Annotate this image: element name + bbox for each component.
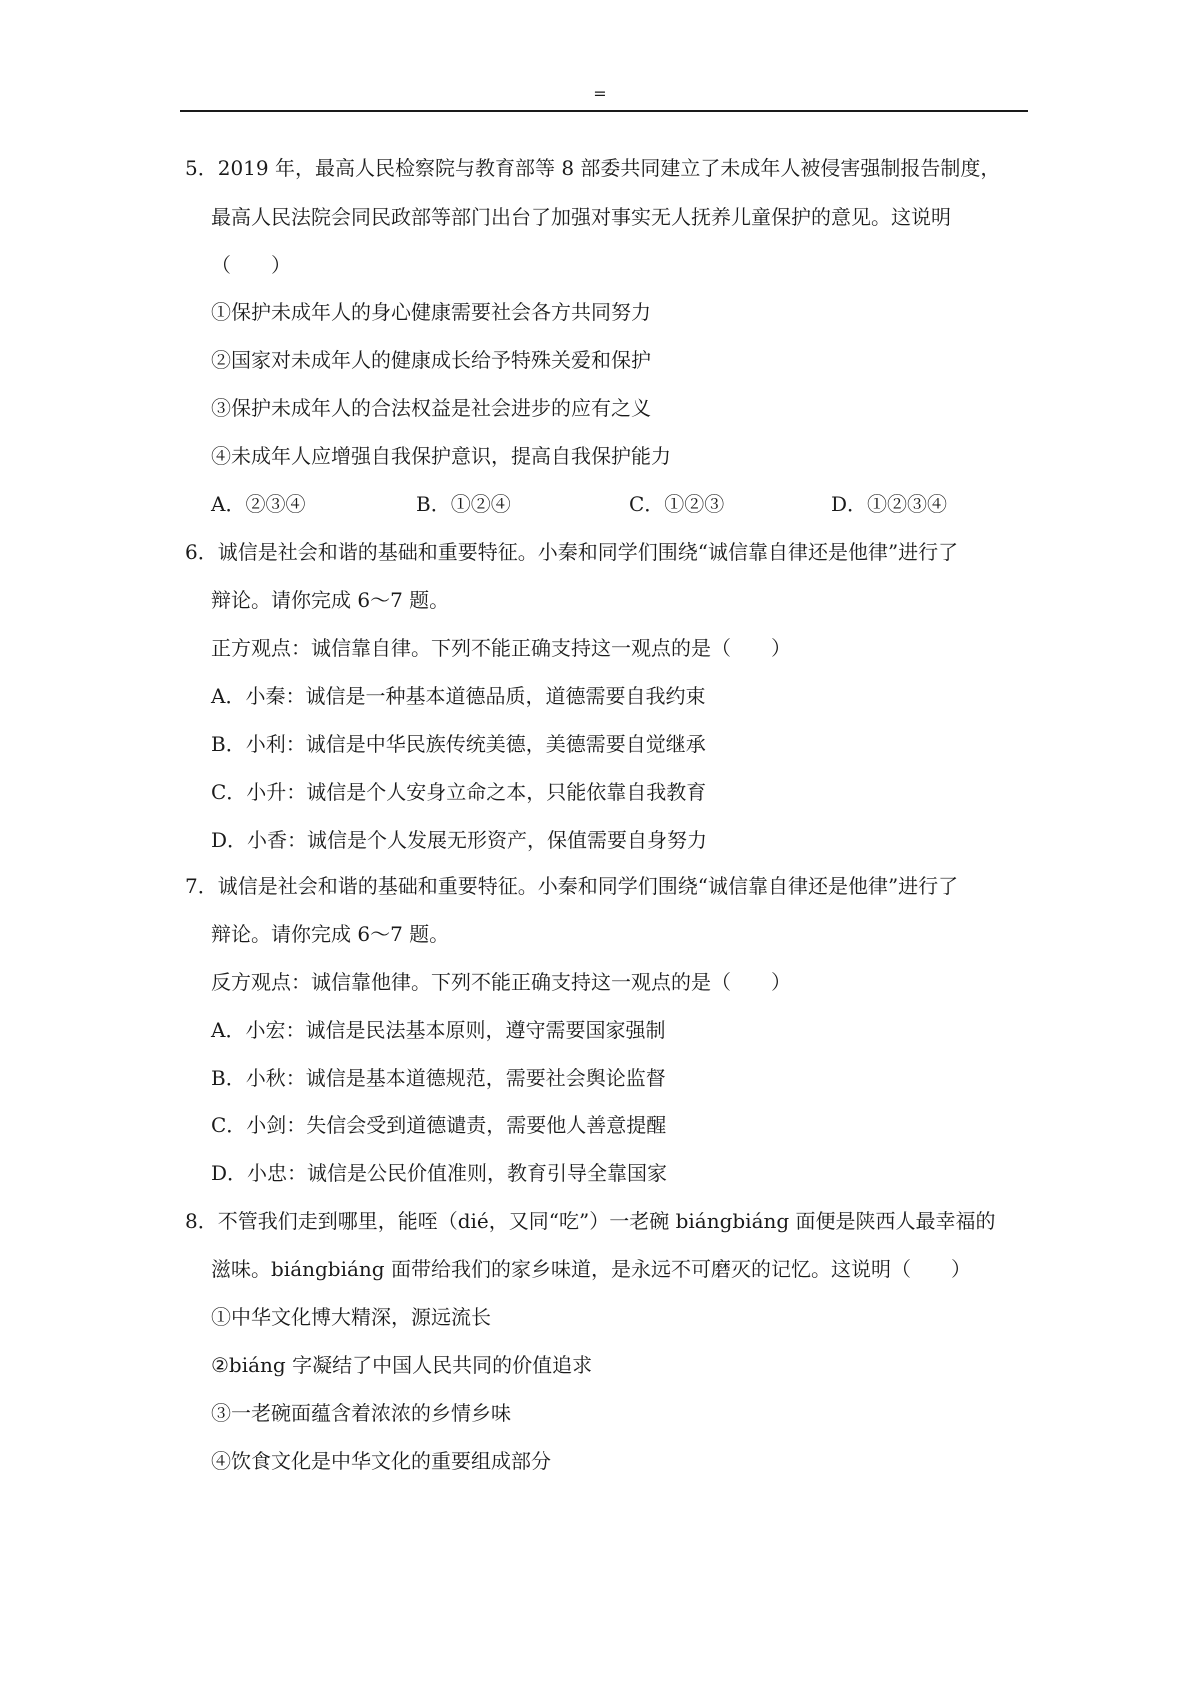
question-5-option-a[interactable]: A．②③④ xyxy=(211,492,306,516)
question-5-stem-1: 2019 年，最高人民检察院与教育部等 8 部委共同建立了未成年人被侵害强制报告制度， xyxy=(217,156,1001,180)
question-5-statement-3: ③保护未成年人的合法权益是社会进步的应有之义 xyxy=(211,396,651,420)
question-5-option-b[interactable]: B．①②④ xyxy=(416,492,511,516)
question-6-stem-2: 辩论。请你完成 6～7 题。 xyxy=(211,588,450,612)
question-6-line-1 xyxy=(185,538,958,566)
question-7-option-c[interactable]: C．小剑：失信会受到道德谴责，需要他人善意提醒 xyxy=(211,1113,667,1137)
question-8-statement-2: ②biáng 字凝结了中国人民共同的价值追求 xyxy=(211,1353,593,1377)
header-mark: = xyxy=(593,84,607,103)
question-7-stem-2: 辩论。请你完成 6～7 题。 xyxy=(211,922,450,946)
question-5-line-1 xyxy=(185,154,1000,182)
question-5-number: 5． xyxy=(185,156,218,180)
question-5-statement-1: ①保护未成年人的身心健康需要社会各方共同努力 xyxy=(211,300,651,324)
question-8-statement-3: ③一老碗面蕴含着浓浓的乡情乡味 xyxy=(211,1401,511,1425)
question-7-stem-1: 诚信是社会和谐的基础和重要特征。小秦和同学们围绕“诚信靠自律还是他律”进行了 xyxy=(217,874,959,898)
question-8-stem-2: 滋味。biángbiáng 面带给我们的家乡味道，是永远不可磨灭的记忆。这说明（ ） xyxy=(211,1257,971,1281)
question-6-stem-3: 正方观点：诚信靠自律。下列不能正确支持这一观点的是（ ） xyxy=(211,636,791,660)
question-8-statement-4: ④饮食文化是中华文化的重要组成部分 xyxy=(211,1449,551,1473)
question-6-option-c[interactable]: C．小升：诚信是个人安身立命之本，只能依靠自我教育 xyxy=(211,780,707,804)
question-7-line-1 xyxy=(185,872,958,900)
question-6-option-a[interactable]: A．小秦：诚信是一种基本道德品质，道德需要自我约束 xyxy=(211,684,706,708)
question-5-statement-2: ②国家对未成年人的健康成长给予特殊关爱和保护 xyxy=(211,348,651,372)
question-7-number: 7． xyxy=(185,874,218,898)
question-6-number: 6． xyxy=(185,540,218,564)
question-7-stem-3: 反方观点：诚信靠他律。下列不能正确支持这一观点的是（ ） xyxy=(211,970,791,994)
question-5-option-c[interactable]: C．①②③ xyxy=(629,492,725,516)
question-8-line-1 xyxy=(185,1207,996,1235)
question-8-stem-1: 不管我们走到哪里，能咥（dié，又同“吃”）一老碗 biángbiáng 面便是陕西人最幸福的 xyxy=(217,1209,996,1233)
question-7-option-b[interactable]: B．小秋：诚信是基本道德规范，需要社会舆论监督 xyxy=(211,1066,666,1090)
question-8-number: 8． xyxy=(185,1209,218,1233)
question-5-statement-4: ④未成年人应增强自我保护意识，提高自我保护能力 xyxy=(211,444,671,468)
question-5-option-d[interactable]: D．①②③④ xyxy=(831,492,948,516)
question-6-option-d[interactable]: D．小香：诚信是个人发展无形资产，保值需要自身努力 xyxy=(211,828,708,852)
question-5-stem-2: 最高人民法院会同民政部等部门出台了加强对事实无人抚养儿童保护的意见。这说明 xyxy=(211,205,951,229)
question-6-stem-1: 诚信是社会和谐的基础和重要特征。小秦和同学们围绕“诚信靠自律还是他律”进行了 xyxy=(217,540,959,564)
header-rule xyxy=(180,110,1028,112)
question-7-option-a[interactable]: A．小宏：诚信是民法基本原则，遵守需要国家强制 xyxy=(211,1018,666,1042)
question-6-option-b[interactable]: B．小利：诚信是中华民族传统美德，美德需要自觉继承 xyxy=(211,732,706,756)
question-5-stem-3: （ ） xyxy=(211,253,291,277)
question-7-option-d[interactable]: D．小忠：诚信是公民价值准则，教育引导全靠国家 xyxy=(211,1161,668,1185)
question-8-statement-1: ①中华文化博大精深，源远流长 xyxy=(211,1305,491,1329)
